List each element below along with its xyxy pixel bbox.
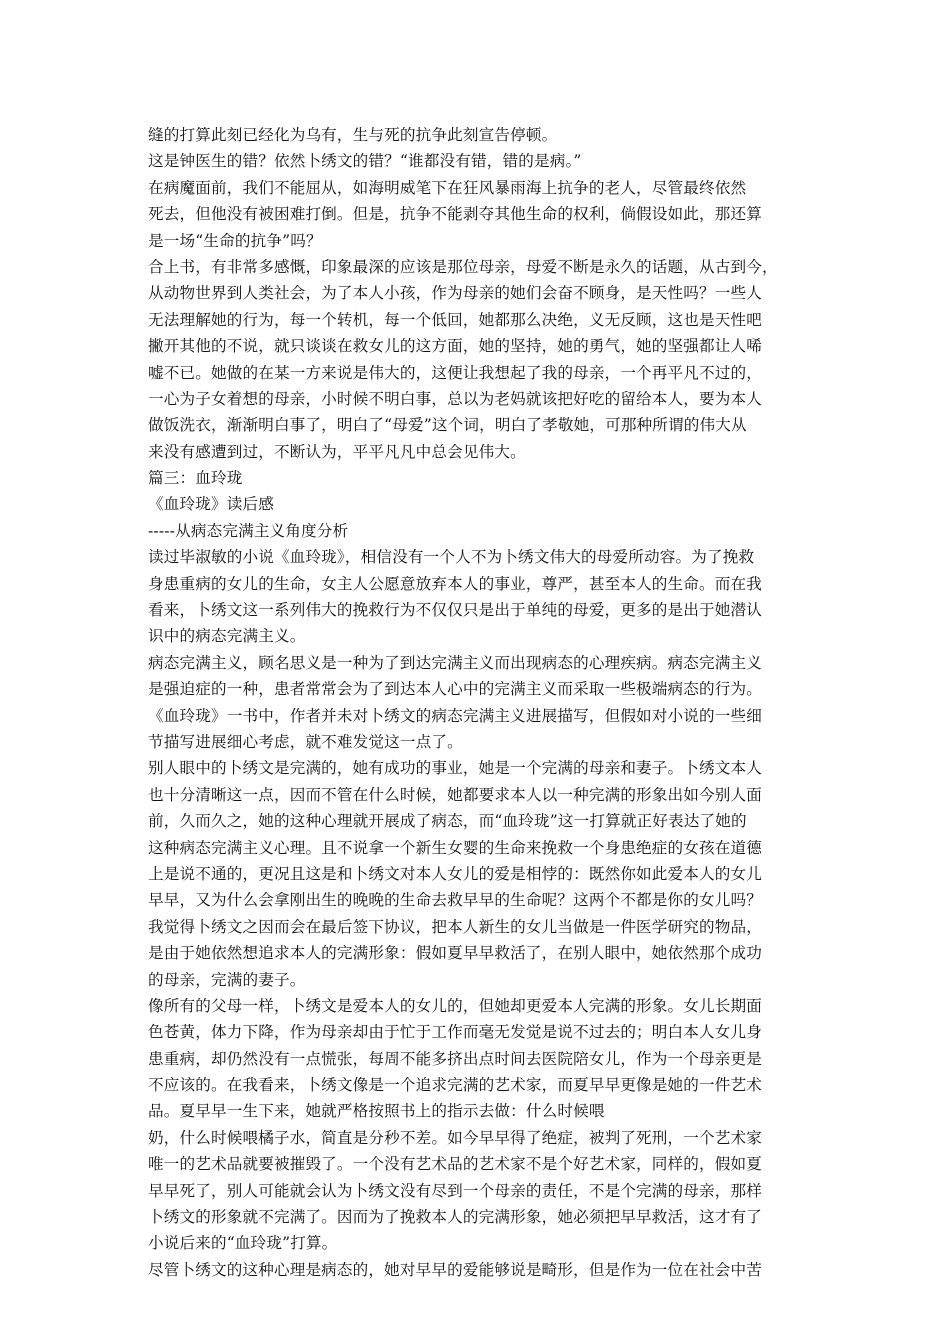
text-line: 我觉得卜绣文之因而会在最后签下协议，把本人新生的女儿当做是一件医学研究的物品， xyxy=(148,917,763,936)
text-line: 尽管卜绣文的这种心理是病态的，她对早早的爱能够说是畸形，但是作为一位在社会中苦 xyxy=(148,1260,763,1279)
text-line: 像所有的父母一样，卜绣文是爱本人的女儿的，但她却更爱本人完满的形象。女儿长期面 xyxy=(148,996,763,1015)
text-line: 品。夏早早一生下来，她就严格按照书上的指示去做：什么时候喂 xyxy=(148,1102,605,1121)
text-line: 唯一的艺术品就要被摧毁了。一个没有艺术品的艺术家不是个好艺术家，同样的，假如夏 xyxy=(148,1155,763,1174)
text-line: 识中的病态完满主义。 xyxy=(148,627,306,646)
text-line: 无法理解她的行为，每一个转机，每一个低回，她都那么决绝，义无反顾，这也是天性吧 xyxy=(148,310,763,329)
article-subtitle: -----从病态完满主义角度分析 xyxy=(148,521,349,540)
section-heading: 篇三：血玲珑 xyxy=(148,469,243,488)
document-body-text xyxy=(148,122,838,1283)
text-line: 《血玲珑》一书中，作者并未对卜绣文的病态完满主义进展描写，但假如对小说的一些细 xyxy=(148,706,763,725)
text-line: 看来，卜绣文这一系列伟大的挽救行为不仅仅只是出于单纯的母爱，更多的是出于她潜认 xyxy=(148,601,763,620)
text-line: 也十分清晰这一点，因而不管在什么时候，她都要求本人以一种完满的形象出如今别人面 xyxy=(148,785,763,804)
text-line: 别人眼中的卜绣文是完满的，她有成功的事业，她是一个完满的母亲和妻子。卜绣文本人 xyxy=(148,759,763,778)
text-line: 嘘不已。她做的在某一方来说是伟大的，这便让我想起了我的母亲，一个再平凡不过的， xyxy=(148,363,763,382)
text-line: 不应该的。在我看来，卜绣文像是一个追求完满的艺术家，而夏早早更像是她的一件艺术 xyxy=(148,1076,763,1095)
text-line: 一心为子女着想的母亲，小时候不明白事，总以为老妈就该把好吃的留给本人，要为本人 xyxy=(148,389,763,408)
text-line: 早早，又为什么会拿刚出生的晚晚的生命去救早早的生命呢？这两个不都是你的女儿吗？ xyxy=(148,891,763,910)
text-line: 早早死了，别人可能就会认为卜绣文没有尽到一个母亲的责任，不是个完满的母亲，那样 xyxy=(148,1181,763,1200)
text-line: 缝的打算此刻已经化为乌有，生与死的抗争此刻宣告停顿。 xyxy=(148,126,558,144)
text-line: 色苍黄，体力下降，作为母亲却由于忙于工作而毫无发觉是说不过去的；明白本人女儿身 xyxy=(148,1023,763,1042)
text-line: 来没有感遭到过，不断认为，平平凡凡中总会见伟大。 xyxy=(148,442,526,461)
text-line: 患重病，却仍然没有一点慌张，每周不能多挤出点时间去医院陪女儿，作为一个母亲更是 xyxy=(148,1049,763,1068)
text-line: 死去，但他没有被困难打倒。但是，抗争不能剥夺其他生命的权利，倘假设如此，那还算 xyxy=(148,205,763,224)
text-line: 做饭洗衣，渐渐明白事了，明白了“母爱”这个词，明白了孝敬她，可那种所谓的伟大从 xyxy=(148,416,747,435)
text-line: 卜绣文的形象就不完满了。因而为了挽救本人的完满形象，她必须把早早救活，这才有了 xyxy=(148,1208,763,1227)
text-line: 的母亲，完满的妻子。 xyxy=(148,970,306,989)
text-line: 小说后来的“血玲珑”打算。 xyxy=(148,1234,338,1253)
text-line: 读过毕淑敏的小说《血玲珑》，相信没有一个人不为卜绣文伟大的母爱所动容。为了挽救 xyxy=(148,548,755,567)
text-line: 撇开其他的不说，就只谈谈在救女儿的这方面，她的坚持，她的勇气，她的坚强都让人唏 xyxy=(148,337,763,356)
text-line: 身患重病的女儿的生命，女主人公愿意放弃本人的事业，尊严，甚至本人的生命。而在我 xyxy=(148,574,763,593)
text-line: 在病魔面前，我们不能屈从，如海明威笔下在狂风暴雨海上抗争的老人，尽管最终依然 xyxy=(148,178,747,197)
text-line: 是强迫症的一种，患者常常会为了到达本人心中的完满主义而采取一些极端病态的行为。 xyxy=(148,680,763,699)
text-line: 是由于她依然想追求本人的完满形象：假如夏早早救活了，在别人眼中，她依然那个成功 xyxy=(148,944,763,963)
text-line: 合上书，有非常多感慨，印象最深的应该是那位母亲，母爱不断是永久的话题，从古到今， xyxy=(148,257,778,276)
text-line: 这是钟医生的错？依然卜绣文的错？“谁都没有错，错的是病。” xyxy=(148,152,582,171)
text-line: 是一场“生命的抗争”吗？ xyxy=(148,231,322,250)
text-line: 节描写进展细心考虑，就不难发觉这一点了。 xyxy=(148,732,463,751)
text-line: 从动物世界到人类社会，为了本人小孩，作为母亲的她们会奋不顾身，是天性吗？一些人 xyxy=(148,284,763,303)
text-line: 前，久而久之，她的这种心理就开展成了病态，而“血玲珑”这一打算就正好表达了她的 xyxy=(148,812,747,831)
text-line: 这种病态完满主义心理。且不说拿一个新生女婴的生命来挽救一个身患绝症的女孩在道德 xyxy=(148,838,763,857)
text-line: 病态完满主义，顾名思义是一种为了到达完满主义而出现病态的心理疾病。病态完满主义 xyxy=(148,653,763,672)
text-line: 上是说不通的，更况且这是和卜绣文对本人女儿的爱是相悖的：既然你如此爱本人的女儿 xyxy=(148,864,763,883)
article-title: 《血玲珑》读后感 xyxy=(148,495,274,514)
text-line: 奶，什么时候喂橘子水，简直是分秒不差。如今早早得了绝症，被判了死刑，一个艺术家 xyxy=(148,1128,763,1147)
